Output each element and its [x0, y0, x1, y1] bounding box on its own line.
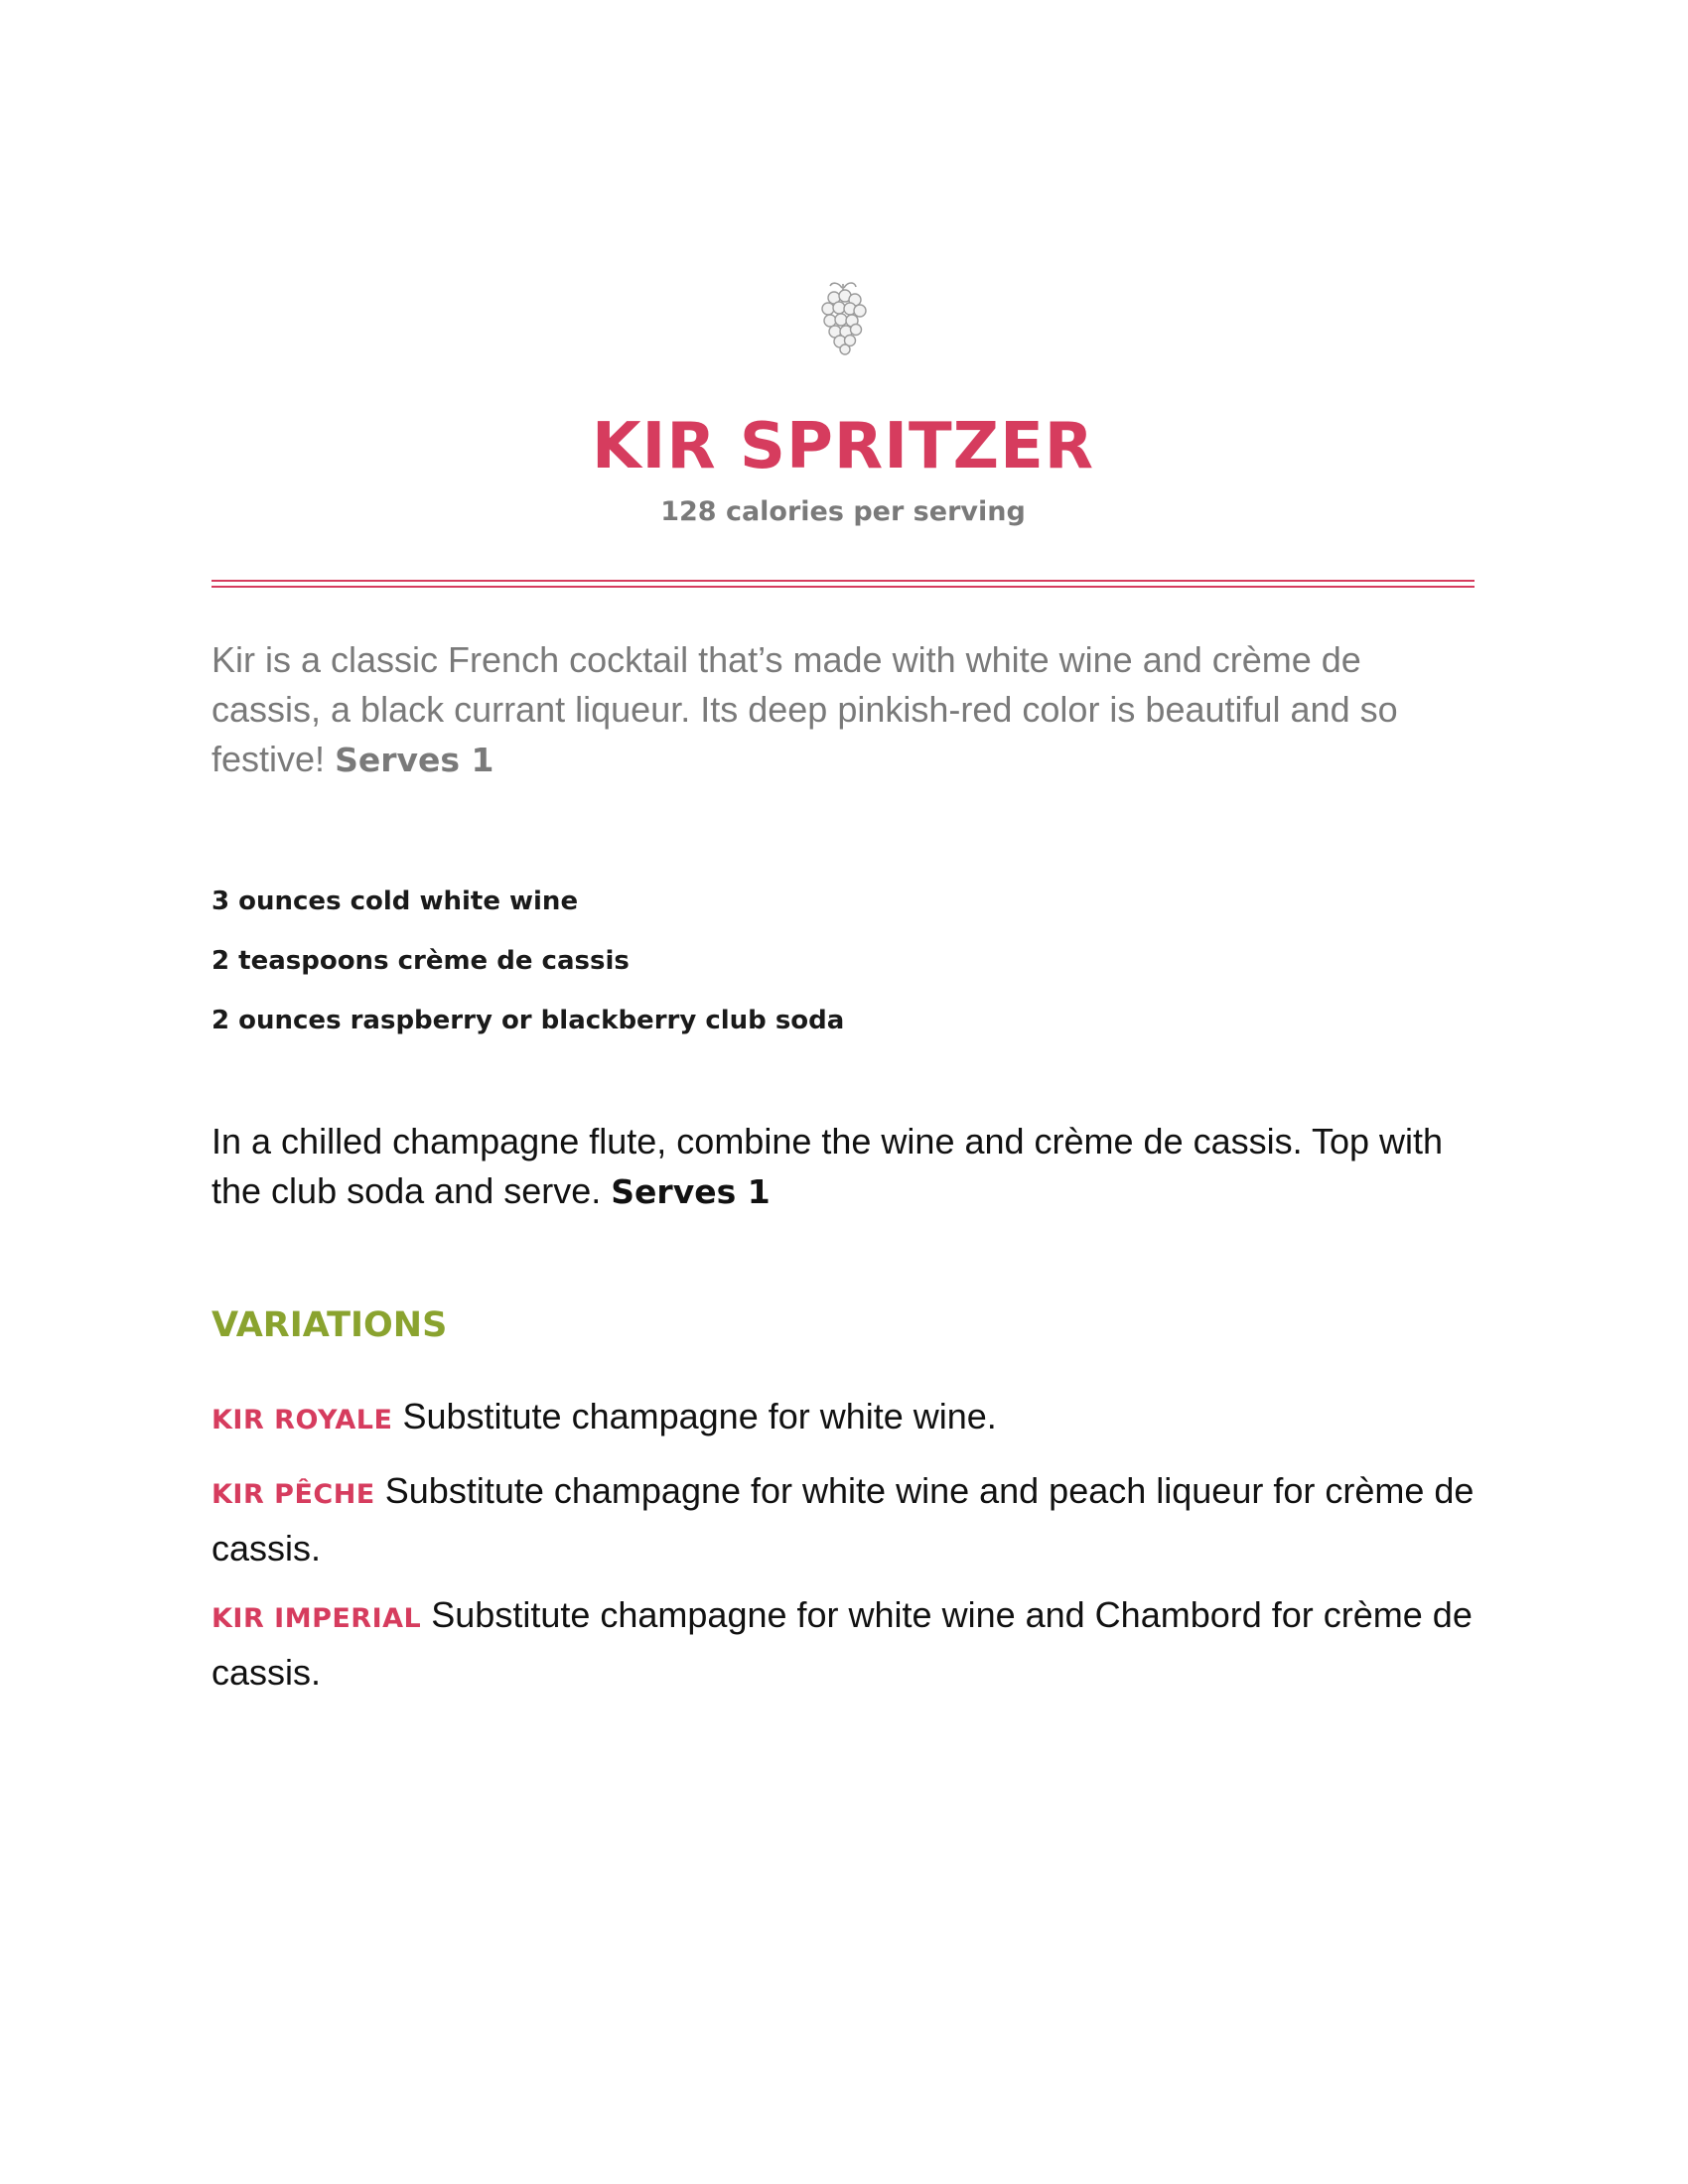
directions-text: In a chilled champagne flute, combine the wine and crème de cassis. Top with the club soda and serve. [211, 1121, 1444, 1211]
variation-item [211, 1464, 1475, 1575]
intro-text: Kir is a classic French cocktail that’s made with white wine and crème de cassis, a black currant liqueur. Its deep pinkish-red color is beautiful and so festive! [211, 639, 1398, 779]
ingredient-list [211, 872, 1475, 1050]
calorie-count: 128 calories per serving [660, 496, 1026, 527]
recipe-intro [211, 635, 1475, 785]
variation-item [211, 1390, 1475, 1447]
variations-heading: VARIATIONS [211, 1305, 448, 1345]
ingredient-item: 2 ounces raspberry or blackberry club soda [211, 1006, 845, 1035]
recipe-directions [211, 1117, 1475, 1217]
double-rule-divider [211, 580, 1475, 588]
variation-name: KIR PÊCHE [211, 1479, 375, 1510]
variation-item [211, 1588, 1475, 1700]
ingredient-item: 3 ounces cold white wine [211, 887, 579, 916]
variation-name: KIR IMPERIAL [211, 1603, 422, 1634]
variation-text: Substitute champagne for white wine and peach liqueur for crème de cassis. [211, 1470, 1475, 1569]
recipe-title: KIR SPRITZER [591, 410, 1095, 483]
intro-serves: Serves 1 [335, 741, 494, 779]
ingredient-item: 2 teaspoons crème de cassis [211, 946, 630, 976]
variation-text: Substitute champagne for white wine and Chambord for crème de cassis. [211, 1594, 1473, 1693]
raspberry-icon [808, 278, 878, 357]
icon-container [211, 278, 1475, 357]
variation-text: Substitute champagne for white wine. [402, 1396, 997, 1436]
directions-serves: Serves 1 [611, 1172, 771, 1211]
variation-name: KIR ROYALE [211, 1405, 393, 1435]
